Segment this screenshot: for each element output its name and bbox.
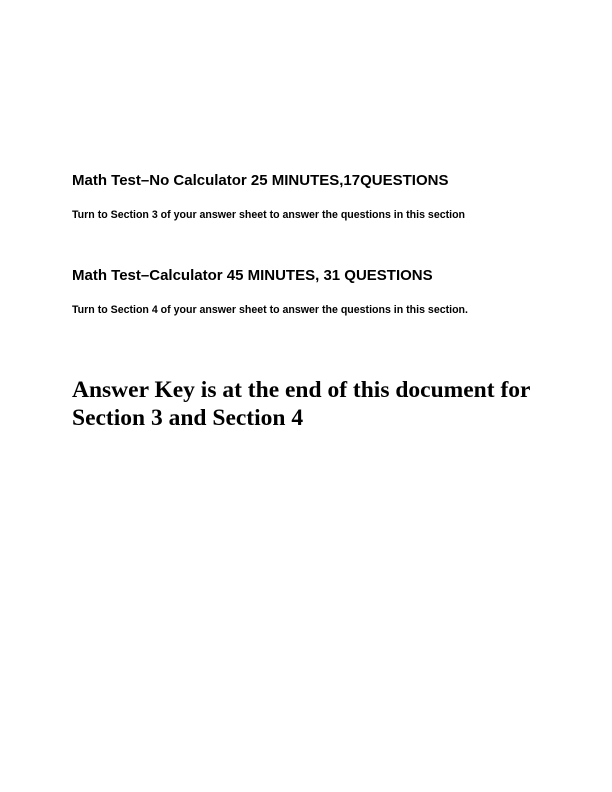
section-3-heading: Math Test–No Calculator 25 MINUTES,17QUESTIONS <box>72 172 449 189</box>
section-4-heading: Math Test–Calculator 45 MINUTES, 31 QUESTIONS <box>72 267 433 284</box>
section-3-instruction: Turn to Section 3 of your answer sheet to answer the questions in this section <box>72 209 466 221</box>
answer-key-note: Answer Key is at the end of this document for Section 3 and Section 4 <box>72 377 531 431</box>
section-4-instruction: Turn to Section 4 of your answer sheet to answer the questions in this section. <box>72 304 468 316</box>
